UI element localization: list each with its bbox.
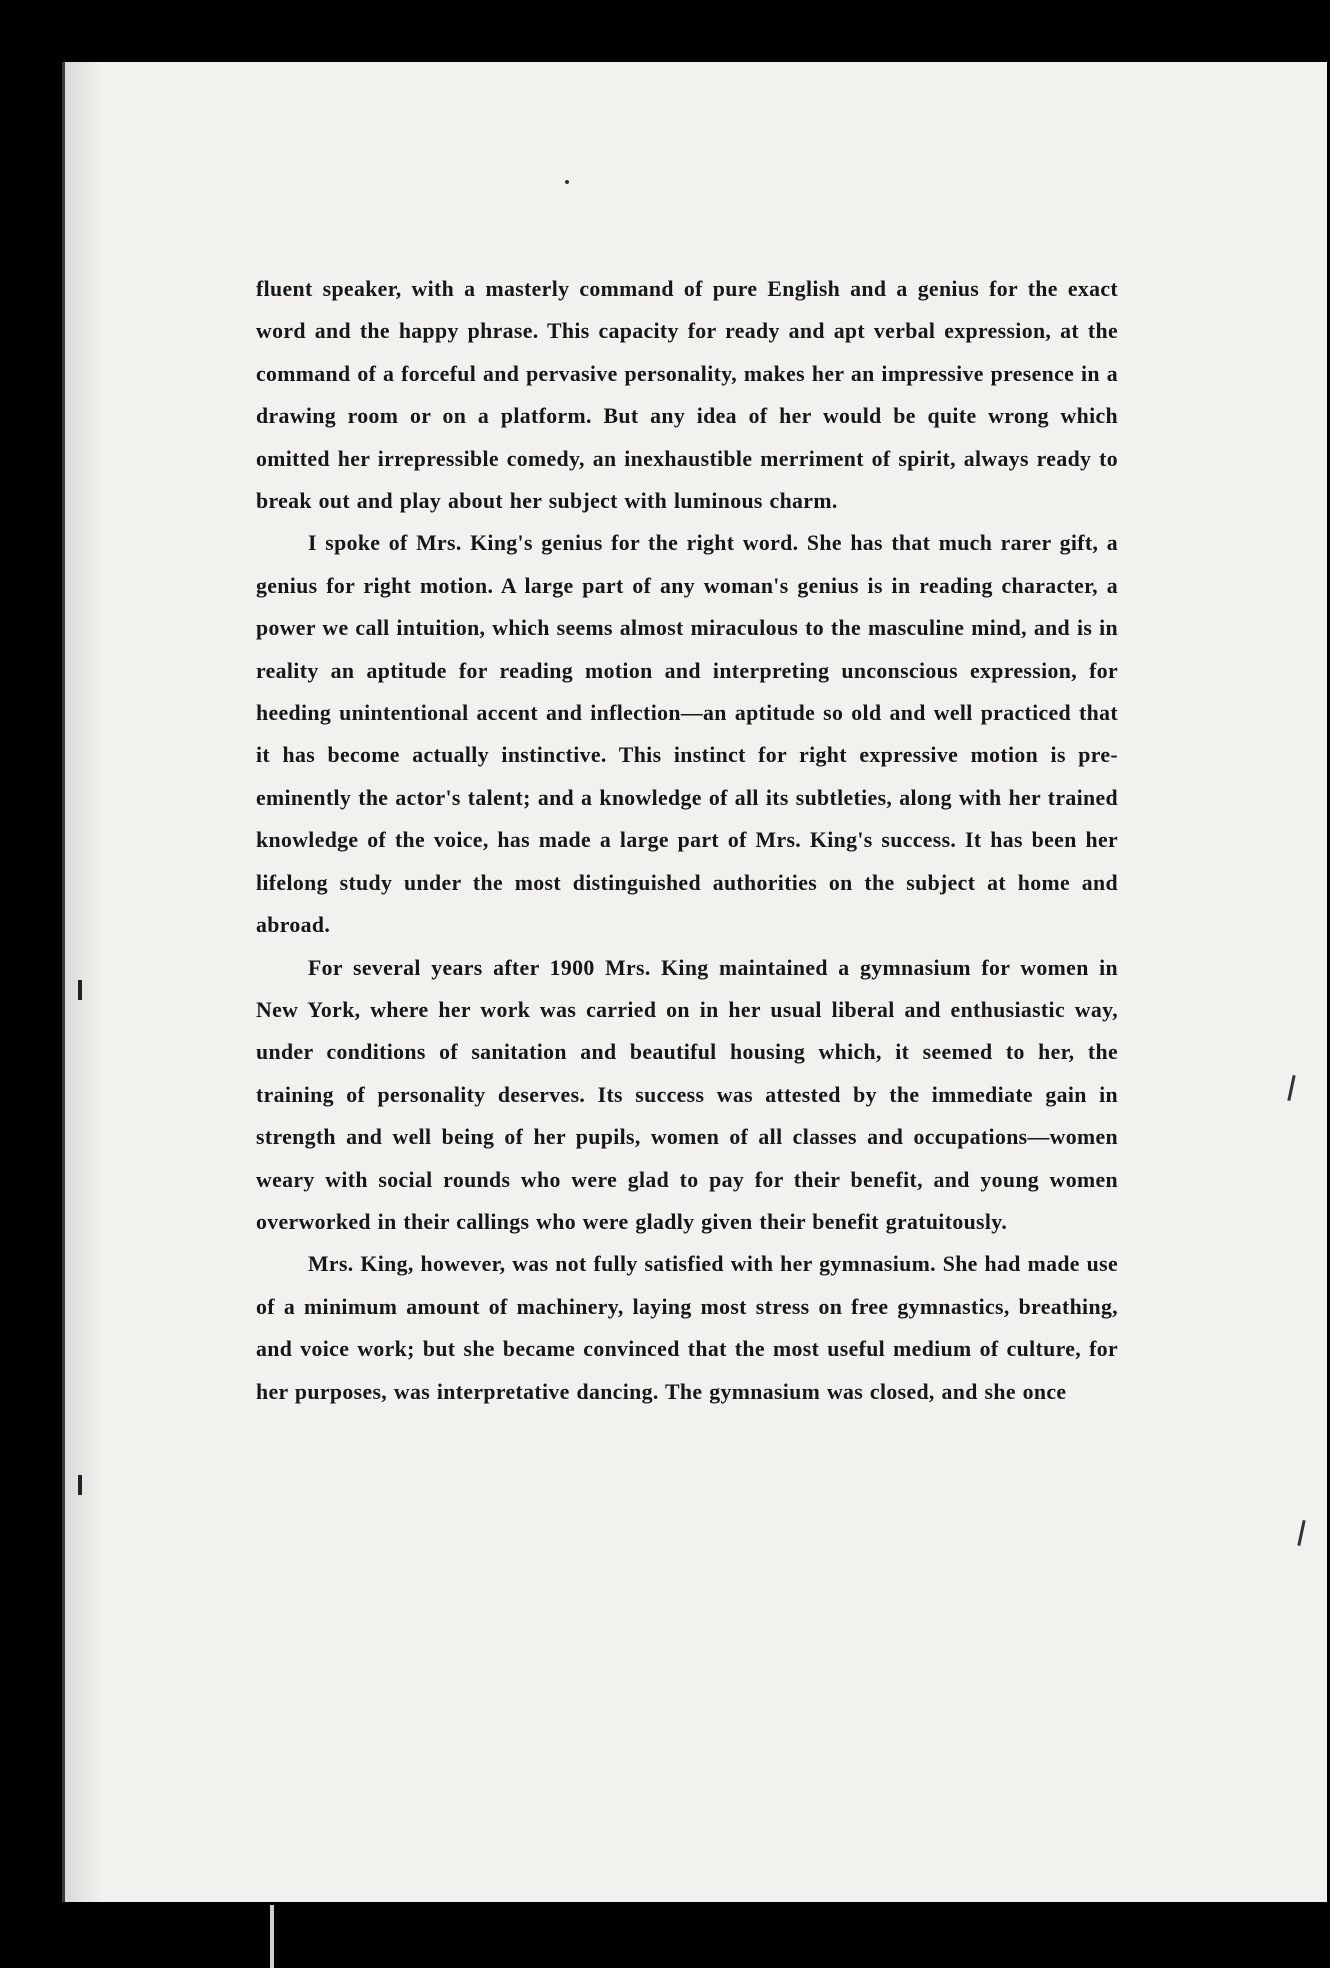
ink-speck [565, 180, 569, 184]
page-gutter-shadow [65, 62, 103, 1902]
bottom-edge-artifact [270, 1905, 274, 1968]
paragraph: I spoke of Mrs. King's genius for the right word. She has that much rarer gift, a genius for right motion. A large part of any woman's genius is in reading character, a power we call intuition, which seems almost miraculous to the masculine mind, and is in reality an aptitude for reading motion and interpreting unconscious expression, for heeding unintentional accent and inflection—an aptitude so old and well practiced that it has become actually instinctive. This instinct for right expressive motion is pre-eminently the actor's talent; and a knowledge of all its subtleties, along with her trained knowledge of the voice, has made a large part of Mrs. King's success. It has been her lifelong study under the most distinguished authorities on the subject at home and abroad. [256, 531, 1118, 938]
paragraph: For several years after 1900 Mrs. King maintained a gymnasium for women in New York, where her work was carried on in her usual liberal and enthusiastic way, under conditions of sanitation and beautiful housing which, it seemed to her, the training of personality deserves. Its success was attested by the immediate gain in strength and well being of her pupils, women of all classes and occupations—women weary with social rounds who were glad to pay for their benefit, and young women overworked in their callings who were gladly given their benefit gratuitously. [256, 955, 1118, 1234]
paragraph: Mrs. King, however, was not fully satisfied with her gymnasium. She had made use of a minimum amount of machinery, laying most stress on free gymnastics, breathing, and voice work; but she became convinced that the most useful medium of culture, for her purposes, was interpretative dancing. The gymnasium was closed, and she once [256, 1252, 1118, 1404]
body-text [256, 268, 1118, 1413]
paragraph: fluent speaker, with a masterly command of pure English and a genius for the exact word and the happy phrase. This capacity for ready and apt verbal expression, at the command of a forceful and pervasive personality, makes her an impressive presence in a drawing room or on a platform. But any idea of her would be quite wrong which omitted her irrepressible comedy, an inexhaustible merriment of spirit, always ready to break out and play about her subject with luminous charm. [256, 277, 1118, 514]
margin-artifact [78, 1475, 82, 1495]
margin-artifact [78, 980, 82, 1000]
